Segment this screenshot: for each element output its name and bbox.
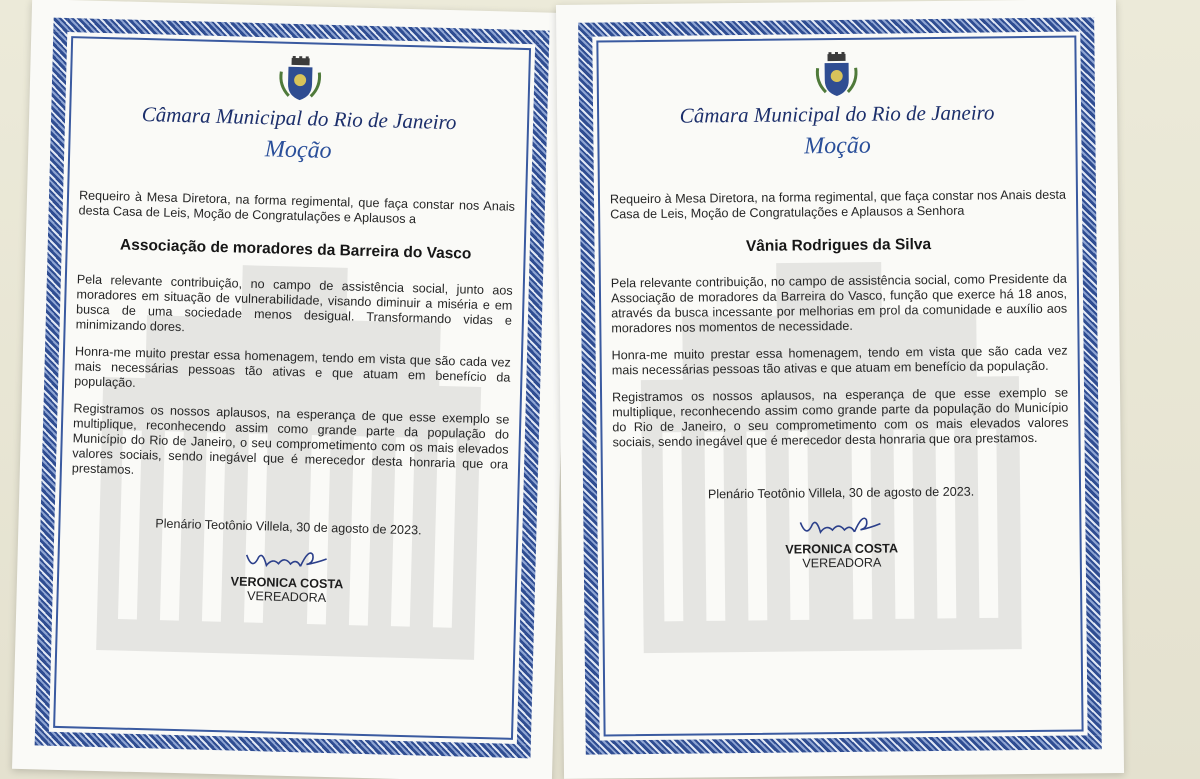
- signer-name: VERONICA COSTA: [785, 541, 899, 557]
- chamber-name: Câmara Municipal do Rio de Janeiro: [141, 101, 457, 135]
- honoree-name: Associação de moradores da Barreira do Vasco: [119, 236, 472, 263]
- signer-role: VEREADORA: [802, 555, 882, 571]
- body-paragraph: Pela relevante contribuição, no campo de assistência social, como Presidente da Associação de moradores da Barreira do Vasco, função que exerce há 18 anos, através da busca incessante por melhorias em prol da comunidade e auxílio aos moradores nos momentos de necessidade.: [610, 271, 1068, 336]
- document-title: Moção: [264, 136, 332, 164]
- signature-block: [68, 538, 505, 609]
- city-coat-of-arms-icon: [813, 52, 859, 98]
- applause-paragraph: Registramos os nossos aplausos, na esperança de que esse exemplo se multiplique, reconhecendo assim como grande parte da população do Município do Rio de Janeiro, o seu comprometimento com os mais elevados valores sociais, sendo inegável que é merecedor desta honraria que ora prestamos.: [71, 401, 510, 477]
- intro-paragraph: Requeiro à Mesa Diretora, na forma regimental, que faça constar nos Anais desta Casa de Leis, Moção de Congratulações e Aplausos a Senhora: [609, 187, 1067, 222]
- honor-paragraph: Honra-me muito prestar essa homenagem, tendo em vista que são cada vez mais necessárias pessoas tão ativas e que atuam em benefício da população.: [611, 343, 1068, 378]
- city-coat-of-arms-icon: [277, 56, 324, 103]
- honoree-name: Vânia Rodrigues da Silva: [745, 236, 932, 255]
- intro-paragraph: Requeiro à Mesa Diretora, na forma regimental, que faça constar nos Anais desta Casa de Leis, Moção de Congratulações e Aplausos a: [78, 188, 516, 227]
- document-content: [608, 40, 1071, 729]
- date-line: Plenário Teotônio Villela, 30 de agosto de 2023.: [707, 484, 975, 502]
- handwritten-signature: [242, 543, 333, 577]
- body-paragraph: Pela relevante contribuição, no campo de assistência social, junto aos moradores em situação de vulnerabilidade, visando diminuir a miséria e em busca de uma sociedade menos desigual. Transformando vidas e minimizando dores.: [75, 272, 513, 335]
- honor-paragraph: Honra-me muito prestar essa homenagem, tendo em vista que são cada vez mais necessárias pessoas tão ativas e que atuam em benefício da população.: [73, 344, 511, 390]
- signer-name: VERONICA COSTA: [230, 574, 344, 592]
- applause-paragraph: Registramos os nossos aplausos, na esperança de que esse exemplo se multiplique, reconhecendo assim como grande parte da população do Município do Rio de Janeiro, o seu comprometimento com os mais elevados valores sociais, sendo inegável que é merecedor desta honraria que ora prestamos.: [612, 385, 1069, 450]
- date-line: Plenário Teotônio Villela, 30 de agosto de 2023.: [155, 516, 422, 538]
- document-title: Moção: [803, 132, 871, 160]
- signer-role: VEREADORA: [246, 588, 327, 605]
- signature-block: [613, 508, 1070, 573]
- motion-document-left: [12, 0, 572, 779]
- chamber-name: Câmara Municipal do Rio de Janeiro: [679, 100, 995, 128]
- motion-document-right: [556, 0, 1124, 779]
- document-content: [65, 40, 519, 731]
- handwritten-signature: [796, 510, 886, 543]
